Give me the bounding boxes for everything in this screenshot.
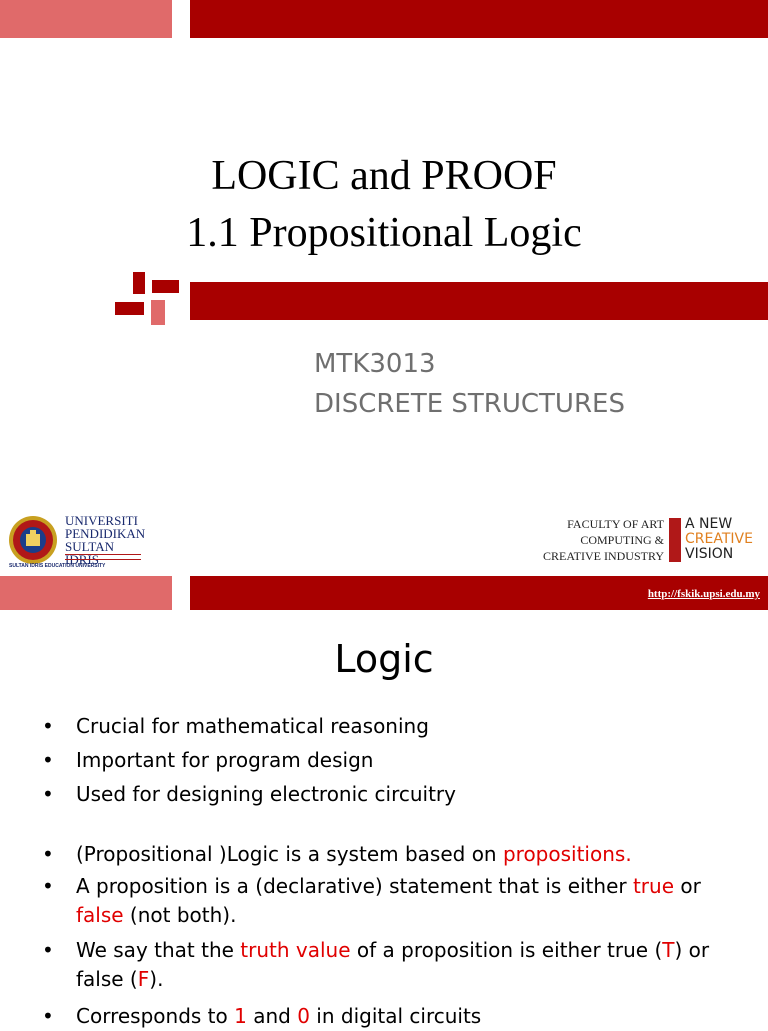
bullet-item — [40, 1002, 740, 1031]
faculty-logo — [527, 513, 763, 571]
bullet-item: • Important for program design — [40, 746, 740, 775]
highlight-propositions: propositions. — [502, 842, 632, 866]
bottom-left-bar — [0, 576, 172, 610]
faculty-line2: COMPUTING & — [580, 533, 664, 547]
bullet-text: ) or false ( — [76, 938, 710, 991]
decor-square-3 — [115, 302, 144, 315]
highlight-false: false — [76, 903, 124, 927]
highlight-0: 0 — [297, 1004, 310, 1028]
bullet-item — [40, 872, 740, 930]
highlight-truth-value: truth value — [240, 938, 351, 962]
top-right-bar — [190, 0, 768, 38]
decor-square-2 — [152, 280, 179, 293]
decor-square-4 — [151, 300, 165, 325]
highlight-f: F — [137, 967, 150, 991]
bullet-text: (Propositional )Logic is a system based on — [76, 842, 503, 866]
faculty-slogan2: CREATIVE — [685, 531, 753, 547]
slide-title-line1: LOGIC and PROOF — [211, 153, 557, 199]
mid-bar — [190, 282, 768, 320]
faculty-line3: CREATIVE INDUSTRY — [542, 549, 664, 563]
bullet-text: and — [246, 1004, 298, 1028]
bullet-item — [40, 936, 740, 994]
decor-square-1 — [133, 272, 145, 294]
bullet-text: A proposition is a (declarative) statement that is either — [76, 874, 633, 898]
upsi-name-line3: SULTAN IDRIS — [65, 539, 115, 567]
bullet-list-1 — [40, 712, 740, 809]
highlight-t: T — [662, 938, 675, 962]
bullet-text: (not both). — [123, 903, 237, 927]
upsi-tagline: SULTAN IDRIS EDUCATION UNIVERSITY — [9, 563, 106, 569]
slide2-heading: Logic — [334, 637, 434, 681]
faculty-slogan1: A NEW — [685, 516, 733, 532]
bullet-text: of a proposition is either true ( — [350, 938, 663, 962]
bullet-item — [40, 840, 740, 869]
highlight-true: true — [632, 874, 675, 898]
bullet-text: in digital circuits — [309, 1004, 482, 1028]
upsi-logo — [7, 512, 147, 572]
upsi-crest-icon — [7, 514, 59, 566]
top-left-bar — [0, 0, 172, 38]
upsi-name-line2: PENDIDIKAN — [65, 526, 146, 541]
bullet-item: • Crucial for mathematical reasoning — [40, 712, 740, 741]
bullet-text: We say that the — [76, 938, 241, 962]
slide-title-line2: 1.1 Propositional Logic — [186, 210, 582, 256]
faculty-url-link[interactable]: http://fskik.upsi.edu.my — [647, 588, 760, 600]
upsi-name-line1: UNIVERSITI — [65, 513, 138, 528]
upsi-arabic-script — [65, 554, 141, 560]
course-name: DISCRETE STRUCTURES — [314, 389, 625, 419]
faculty-line1: FACULTY OF ART — [567, 517, 664, 531]
course-code: MTK3013 — [314, 349, 436, 379]
bullet-text: ). — [149, 967, 164, 991]
bullet-text: Corresponds to — [76, 1004, 235, 1028]
bullet-text: or — [674, 874, 701, 898]
faculty-slogan3: VISION — [685, 546, 734, 562]
faculty-emblem-icon — [669, 518, 681, 562]
bullet-list-2 — [40, 840, 740, 1031]
bullet-item: • Used for designing electronic circuitry — [40, 780, 740, 809]
highlight-1: 1 — [234, 1004, 247, 1028]
